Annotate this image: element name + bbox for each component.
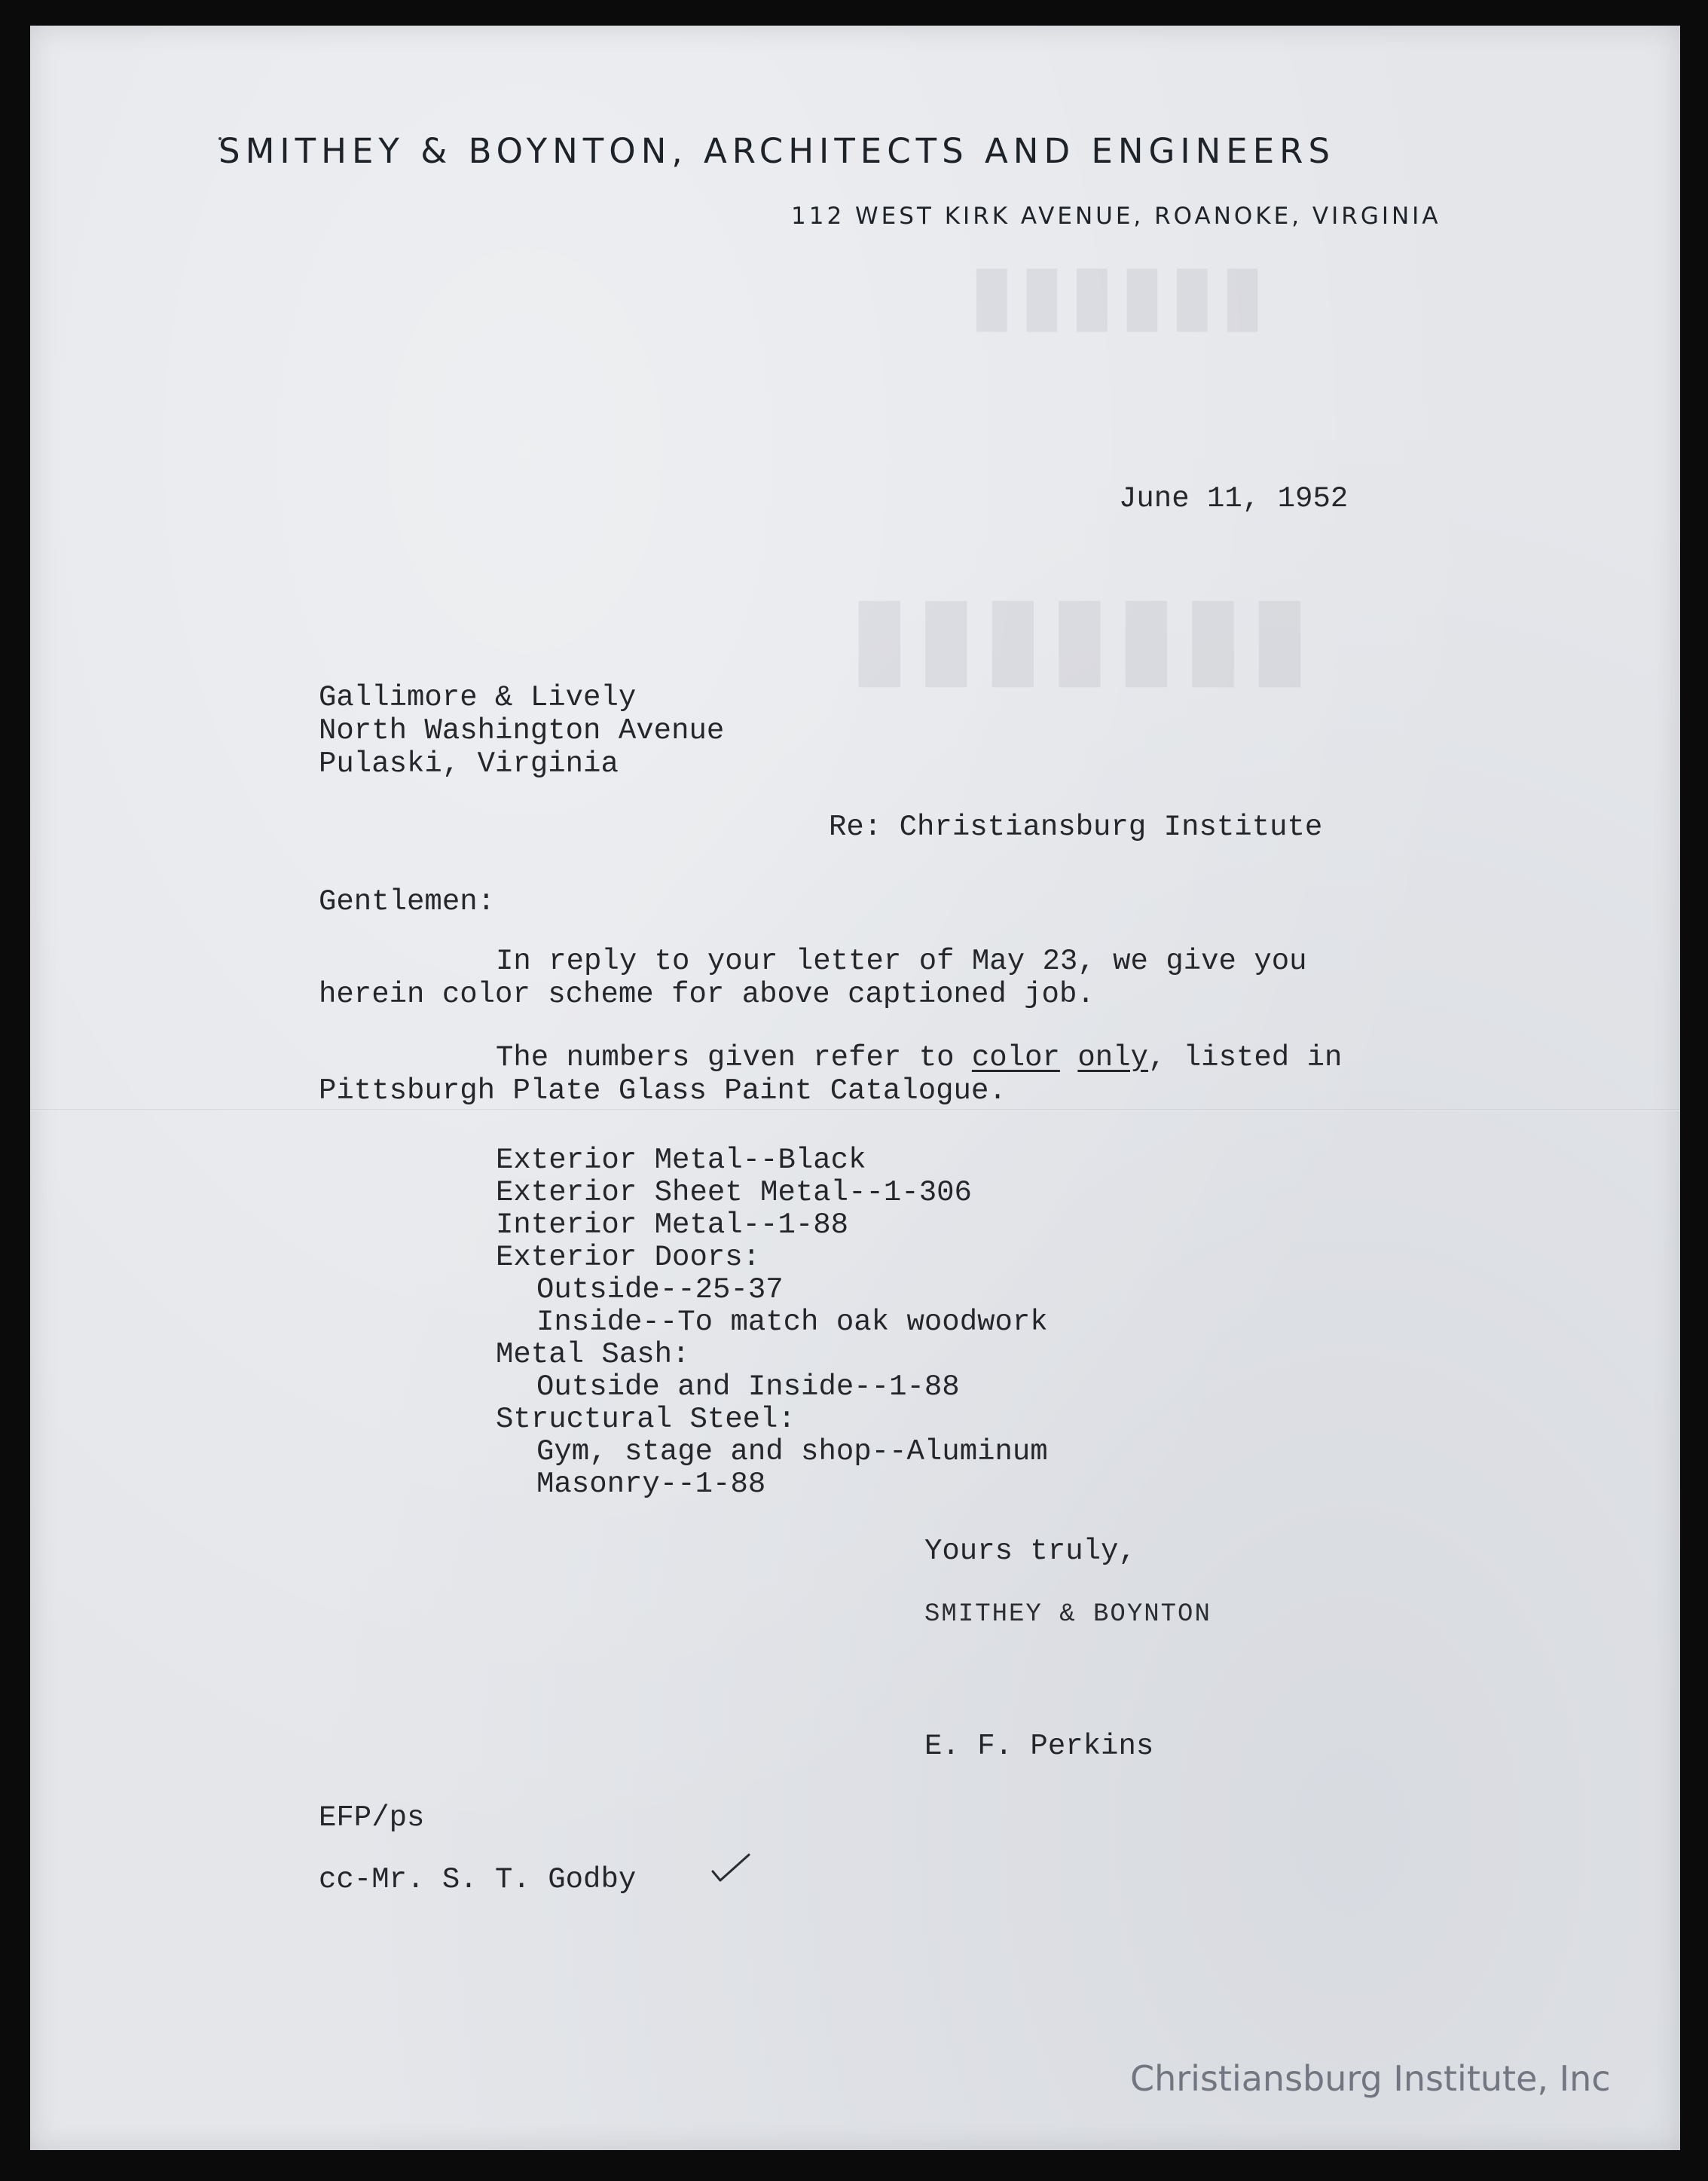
schedule-subitem: Outside--25-37 bbox=[536, 1273, 784, 1306]
complimentary-close: Yours truly, bbox=[924, 1535, 1136, 1568]
schedule-subitem: Masonry--1-88 bbox=[536, 1468, 766, 1501]
schedule-item: Exterior Metal--Black bbox=[496, 1144, 866, 1177]
paragraph-text: The numbers given refer to bbox=[496, 1041, 972, 1074]
recipient-line: Pulaski, Virginia bbox=[319, 747, 619, 780]
bleed-through-mark: ▮▮▮▮▮▮ bbox=[964, 244, 1266, 341]
paragraph-line: Pittsburgh Plate Glass Paint Catalogue. bbox=[319, 1074, 1007, 1107]
firm-signature: SMITHEY & BOYNTON bbox=[924, 1600, 1211, 1629]
schedule-item: Exterior Doors: bbox=[496, 1241, 761, 1274]
schedule-subitem: Outside and Inside--1-88 bbox=[536, 1370, 960, 1404]
paragraph-numbers bbox=[319, 1041, 1342, 1107]
underlined-word: only bbox=[1077, 1041, 1148, 1074]
paragraph-text: , listed in bbox=[1147, 1041, 1343, 1074]
letter-page bbox=[30, 26, 1680, 2150]
signer-name: E. F. Perkins bbox=[924, 1730, 1154, 1763]
paragraph-line: In reply to your letter of May 23, we give you bbox=[496, 945, 1307, 978]
schedule-item: Structural Steel: bbox=[496, 1403, 796, 1436]
schedule-item: Metal Sash: bbox=[496, 1338, 690, 1371]
reference-line: Re: Christiansburg Institute bbox=[829, 811, 1323, 844]
underlined-word: color bbox=[971, 1041, 1060, 1074]
salutation: Gentlemen: bbox=[319, 885, 496, 918]
paragraph-text bbox=[1060, 1041, 1077, 1074]
schedule-item: Exterior Sheet Metal--1-306 bbox=[496, 1176, 972, 1209]
schedule-subitem: Inside--To match oak woodwork bbox=[536, 1306, 1048, 1339]
archive-watermark: Christiansburg Institute, Inc bbox=[1130, 2058, 1611, 2099]
recipient-line: North Washington Avenue bbox=[319, 714, 725, 747]
letterhead-firm-name: SMITHEY & BOYNTON, ARCHITECTS AND ENGINEERS bbox=[218, 131, 1336, 171]
color-schedule-list bbox=[496, 1144, 1048, 1500]
recipient-address bbox=[319, 681, 724, 780]
paragraph-reply bbox=[319, 945, 1307, 1011]
paper-fold-line bbox=[30, 1109, 1680, 1111]
schedule-item: Interior Metal--1-88 bbox=[496, 1208, 849, 1242]
paragraph-line: herein color scheme for above captioned job. bbox=[319, 978, 1095, 1011]
recipient-line: Gallimore & Lively bbox=[319, 681, 637, 714]
bleed-through-mark: ▮▮▮▮▮▮▮ bbox=[844, 568, 1311, 701]
letterhead-address: 112 WEST KIRK AVENUE, ROANOKE, VIRGINIA bbox=[791, 203, 1441, 230]
reference-initials: EFP/ps bbox=[319, 1801, 425, 1834]
carbon-copy-line: cc-Mr. S. T. Godby bbox=[319, 1863, 637, 1896]
handwritten-check-icon bbox=[708, 1849, 753, 1886]
schedule-subitem: Gym, stage and shop--Aluminum bbox=[536, 1435, 1048, 1468]
letter-date: June 11, 1952 bbox=[1119, 482, 1349, 515]
